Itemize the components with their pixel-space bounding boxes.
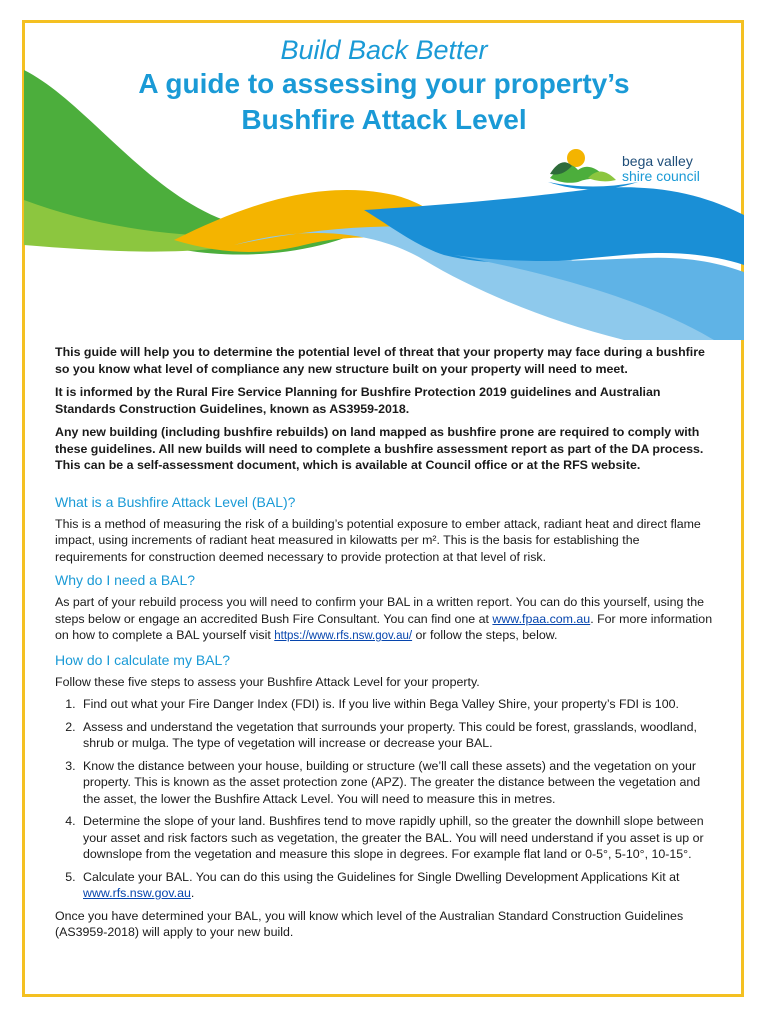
- page-title-line1: A guide to assessing your property’s: [138, 68, 630, 99]
- page-title-line2: Bushfire Attack Level: [241, 104, 527, 135]
- title-block: [0, 34, 768, 138]
- how-lead: Follow these five steps to assess your Bushfire Attack Level for your property.: [55, 674, 480, 689]
- intro-paragraph-1: This guide will help you to determine the potential level of threat that your property may face during a bushfire so you know what level of compliance any new structure built on your property will need to meet.: [55, 345, 705, 376]
- how-section: [55, 651, 715, 941]
- list-item: 2. Assess and understand the vegetation that surrounds your property. This could be forest, grasslands, woodland, shrub or mulga. The type of vegetation will increase or decrease your BAL.: [79, 719, 715, 752]
- rfs-link[interactable]: https://www.rfs.nsw.gov.au/: [274, 630, 413, 642]
- closing-paragraph: Once you have determined your BAL, you will know which level of the Australian Standard Construction Guidelines (AS3959-2018) will apply to your new build.: [55, 908, 684, 939]
- why-heading: Why do I need a BAL?: [55, 572, 196, 588]
- main-content: [55, 344, 715, 947]
- why-body: As part of your rebuild process you will need to confirm your BAL in a written report. You can do this yourself, using the steps below or engage an accredited Bush Fire Consultant. You can find one at www.fpaa.com.au. For more information on how to complete a BAL yourself visit https://www.rfs.nsw.gov.au/ or follow the steps, below.: [55, 595, 713, 642]
- bal-body: This is a method of measuring the risk of a building’s potential exposure to ember attack, radiant heat and direct flame impact, using increments of radiant heat measured in kilowatts per m². This is the basis for establishing the requirements for construction deemed necessary to provide protection at that level of risk.: [55, 516, 701, 564]
- bal-heading: What is a Bushfire Attack Level (BAL)?: [55, 493, 296, 510]
- intro-paragraph-3: Any new building (including bushfire rebuilds) on land mapped as bushfire prone are required to comply with these guidelines. All new builds will need to complete a bushfire assessment report as part of the DA process. This can be a self-assessment document, which is available at Council office or at the RFS website.: [55, 425, 704, 472]
- bal-section: [55, 493, 715, 566]
- intro-paragraph-2: It is informed by the Rural Fire Service Planning for Bushfire Protection 2019 guidelines and Australian Standards Construction Guidelines, known as AS3959-2018.: [55, 385, 661, 416]
- council-logo-text: [622, 154, 700, 184]
- list-item: 3. Know the distance between your house, building or structure (we’ll call these assets) and the vegetation on your property. This is known as the asset protection zone (APZ). The greater the distance between the vegetation and the asset, the lower the Bushfire Attack Level. You will need to measure this in metres.: [79, 758, 715, 808]
- page-subtitle: Build Back Better: [280, 35, 488, 65]
- list-item: 4. Determine the slope of your land. Bushfires tend to move rapidly uphill, so the greater the downhill slope between your asset and risk factors such as vegetation, the greater the BAL. You will need understand if you asset is up or downslope from the vegetation and measure this slope in degrees. For example flat land or 0-5°, 5-10°, 10-15°.: [79, 813, 715, 863]
- list-item: 5. Calculate your BAL. You can do this using the Guidelines for Single Dwelling Development Applications Kit at www.rfs.nsw.gov.au.: [79, 869, 715, 902]
- logo-line1: bega valley: [622, 153, 693, 169]
- why-section: [55, 571, 715, 645]
- intro-section: [55, 344, 715, 474]
- list-item: 1. Find out what your Fire Danger Index (FDI) is. If you live within Bega Valley Shire, your property’s FDI is 100.: [79, 696, 715, 713]
- steps-list: [55, 696, 715, 902]
- how-heading: How do I calculate my BAL?: [55, 651, 231, 668]
- fpaa-link[interactable]: www.fpaa.com.au: [492, 611, 591, 626]
- logo-line2: shire council: [622, 168, 700, 184]
- rfs-guidelines-link[interactable]: www.rfs.nsw.gov.au: [83, 886, 191, 900]
